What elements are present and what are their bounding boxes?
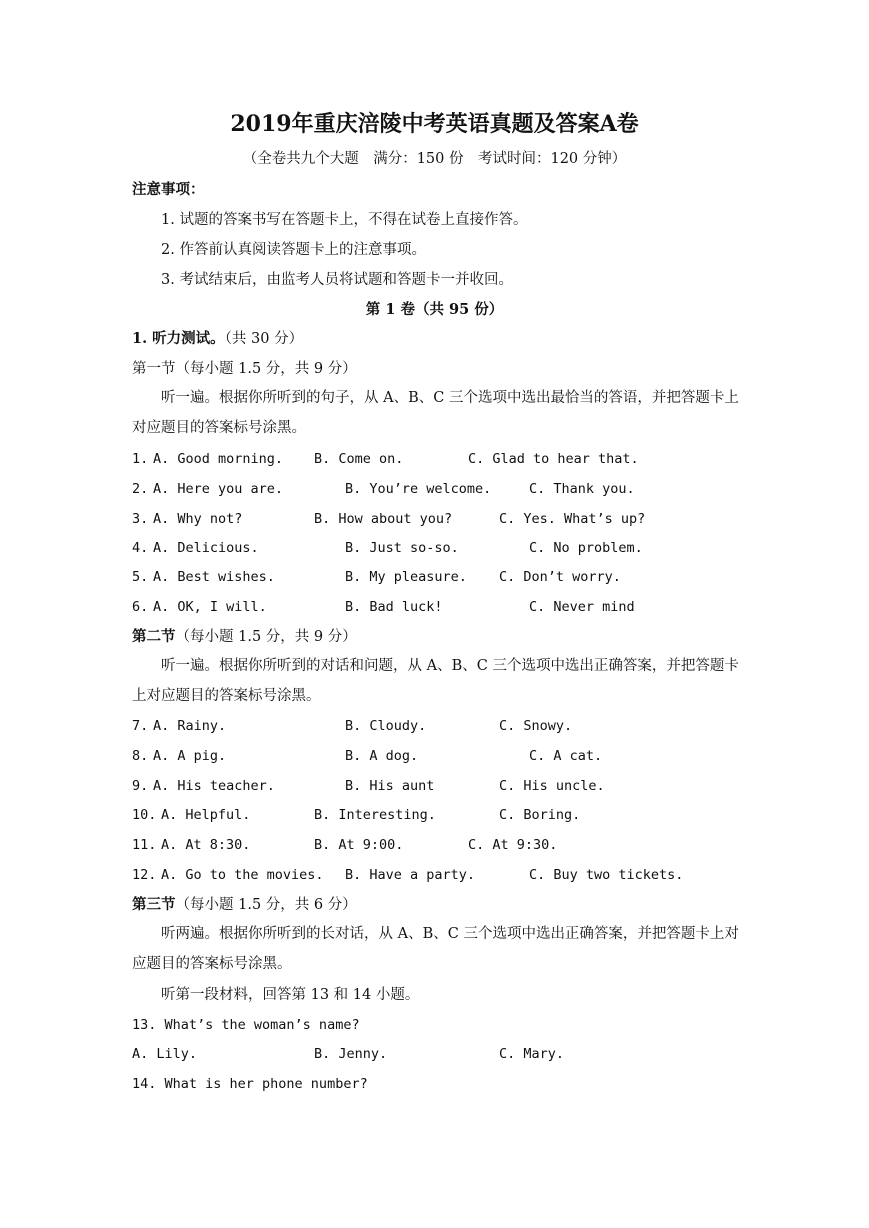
- option-b: B. Just so-so.: [345, 540, 459, 556]
- option-c: C. Mary.: [499, 1046, 565, 1062]
- question-13: 13. What’s the woman’s name?: [132, 1017, 360, 1033]
- exam-subtitle: （全卷共九个大题 满分：150 份 考试时间：120 分钟）: [242, 151, 627, 167]
- question-number: 6.: [132, 599, 149, 615]
- option-b: B. You’re welcome.: [345, 481, 492, 497]
- option-b: B. Interesting.: [314, 807, 436, 823]
- option-b: B. Have a party.: [345, 867, 476, 883]
- option-b: B. My pleasure.: [345, 569, 467, 585]
- option-b: B. A dog.: [345, 748, 419, 764]
- question-number: 7.: [132, 718, 149, 734]
- option-a: A. Good morning.: [153, 451, 284, 467]
- question-number: 5.: [132, 569, 149, 585]
- option-a: A. Why not?: [153, 511, 243, 527]
- option-b: B. How about you?: [314, 511, 453, 527]
- part2-instruction: 听一遍。根据你所听到的对话和问题，从 A、B、C 三个选项中选出正确答案，并把答题卡上对应题目的答案标号涂黑。: [132, 658, 739, 704]
- page-title: 2019年重庆涪陵中考英语真题及答案A卷: [230, 111, 639, 137]
- option-b: B. Cloudy.: [345, 718, 427, 734]
- option-a: A. Helpful.: [161, 807, 251, 823]
- option-c: C. His uncle.: [499, 778, 605, 794]
- option-a: A. Go to the movies.: [161, 867, 324, 883]
- option-c: C. Buy two tickets.: [529, 867, 684, 883]
- option-c: C. Boring.: [499, 807, 581, 823]
- option-a: A. A pig.: [153, 748, 227, 764]
- question-number: 4.: [132, 540, 149, 556]
- material-note: 听第一段材料，回答第 13 和 14 小题。: [161, 987, 420, 1003]
- option-c: C. A cat.: [529, 748, 603, 764]
- option-c: C. No problem.: [529, 540, 643, 556]
- part2-heading-score: （每小题 1.5 分，共 9 分）: [175, 629, 357, 645]
- question-number: 3.: [132, 511, 149, 527]
- option-c: C. Yes. What’s up?: [499, 511, 646, 527]
- question-14: 14. What is her phone number?: [132, 1076, 368, 1092]
- question-number: 9.: [132, 778, 149, 794]
- option-c: C. Never mind: [529, 599, 635, 615]
- option-a: A. Rainy.: [153, 718, 227, 734]
- option-c: C. Glad to hear that.: [468, 451, 639, 467]
- option-b: B. At 9:00.: [314, 837, 404, 853]
- option-a: A. Here you are.: [153, 481, 284, 497]
- notice-heading: 注意事项：: [132, 181, 205, 198]
- option-a: A. Delicious.: [153, 540, 259, 556]
- part3-heading-bold: 第三节: [132, 896, 176, 913]
- part1-heading: 第一节（每小题 1.5 分，共 9 分）: [132, 361, 357, 377]
- section-heading-score: （共 30 分）: [224, 331, 304, 347]
- option-b: B. Jenny.: [314, 1046, 388, 1062]
- part1-instruction: 听一遍。根据你所听到的句子，从 A、B、C 三个选项中选出最恰当的答语，并把答题卡上对应题目的答案标号涂黑。: [132, 390, 739, 436]
- question-number: 10.: [132, 807, 157, 823]
- question-number: 12.: [132, 867, 157, 883]
- part2-heading-bold: 第二节: [132, 628, 176, 645]
- option-b: B. Come on.: [314, 451, 404, 467]
- option-a: A. Lily.: [132, 1046, 198, 1062]
- question-number: 2.: [132, 481, 149, 497]
- part2-heading: [132, 627, 357, 647]
- part3-heading-score: （每小题 1.5 分，共 6 分）: [175, 897, 357, 913]
- notice-item: 2. 作答前认真阅读答题卡上的注意事项。: [161, 242, 426, 258]
- part3-instruction: 听两遍。根据你所听到的长对话，从 A、B、C 三个选项中选出正确答案，并把答题卡上对应题目的答案标号涂黑。: [132, 926, 739, 972]
- option-c: C. At 9:30.: [468, 837, 558, 853]
- question-number: 11.: [132, 837, 157, 853]
- option-b: B. His aunt: [345, 778, 435, 794]
- section-heading-bold: 1. 听力测试。: [132, 330, 225, 347]
- notice-item: 3. 考试结束后，由监考人员将试题和答题卡一并收回。: [161, 272, 513, 288]
- section-heading: [132, 329, 303, 349]
- option-a: A. His teacher.: [153, 778, 275, 794]
- option-a: A. Best wishes.: [153, 569, 275, 585]
- volume-heading: 第 1 卷（共 95 份）: [365, 301, 504, 318]
- notice-item: 1. 试题的答案书写在答题卡上，不得在试卷上直接作答。: [161, 212, 528, 228]
- option-b: B. Bad luck!: [345, 599, 443, 615]
- part3-heading: [132, 895, 357, 915]
- question-number: 1.: [132, 451, 149, 467]
- option-a: A. At 8:30.: [161, 837, 251, 853]
- option-c: C. Don’t worry.: [499, 569, 621, 585]
- option-c: C. Snowy.: [499, 718, 573, 734]
- question-number: 8.: [132, 748, 149, 764]
- option-a: A. OK, I will.: [153, 599, 267, 615]
- option-c: C. Thank you.: [529, 481, 635, 497]
